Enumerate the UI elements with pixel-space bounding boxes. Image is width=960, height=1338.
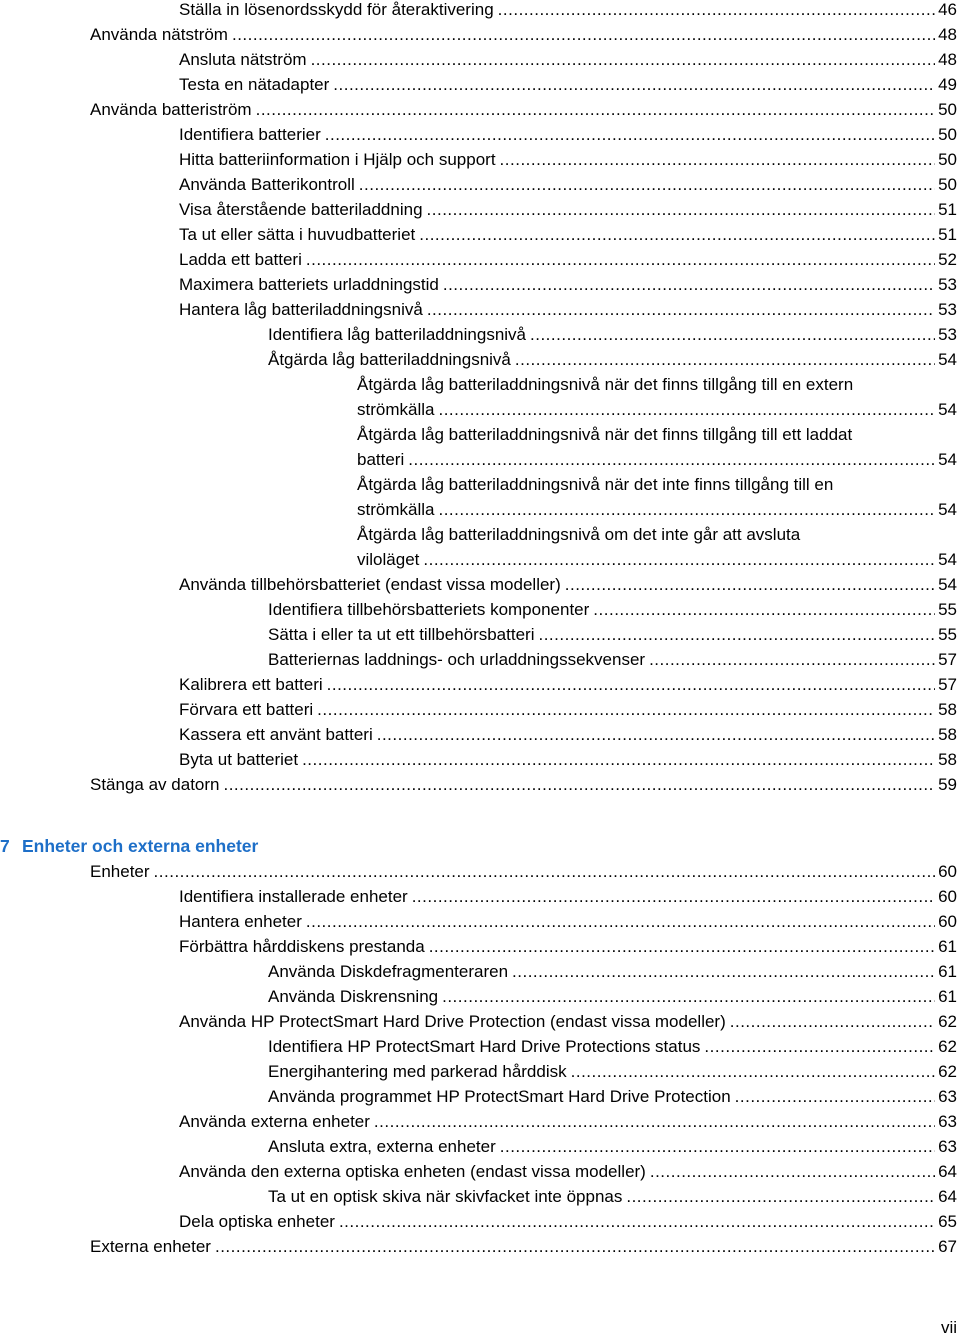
toc-entry[interactable] bbox=[0, 0, 957, 22]
toc-entry-page: 62 bbox=[938, 1062, 957, 1081]
toc-entry-line bbox=[268, 597, 957, 622]
toc-entry-title: Identifiera HP ProtectSmart Hard Drive Protections status bbox=[268, 1037, 701, 1056]
toc-leader-dots bbox=[442, 984, 935, 1009]
toc-entry-title: Använda tillbehörsbatteriet (endast vissa modeller) bbox=[179, 575, 561, 594]
toc-entry-page: 57 bbox=[938, 650, 957, 669]
toc-entry-page: 64 bbox=[938, 1162, 957, 1181]
toc-leader-dots bbox=[438, 497, 935, 522]
toc-entry[interactable] bbox=[0, 959, 957, 984]
toc-entry-page: 58 bbox=[938, 725, 957, 744]
toc-leader-dots bbox=[306, 909, 935, 934]
toc-leader-dots bbox=[311, 47, 936, 72]
toc-entry-page: 54 bbox=[938, 400, 957, 419]
toc-entry-line bbox=[179, 1009, 957, 1034]
toc-leader-dots bbox=[429, 934, 935, 959]
toc-entry-line bbox=[179, 297, 957, 322]
toc-entry-page: 61 bbox=[938, 987, 957, 1006]
toc-entry-page: 59 bbox=[938, 775, 957, 794]
toc-entry-page: 50 bbox=[938, 100, 957, 119]
toc-entry-line bbox=[179, 272, 957, 297]
toc-leader-dots bbox=[512, 959, 935, 984]
toc-leader-dots bbox=[419, 222, 935, 247]
toc-leader-dots bbox=[333, 72, 935, 97]
toc-entry-title-line1: Åtgärda låg batteriladdningsnivå när det inte finns tillgång till en bbox=[357, 475, 834, 494]
toc-entry-line bbox=[179, 147, 957, 172]
toc-entry-line bbox=[179, 247, 957, 272]
toc-entry-title: batteri bbox=[357, 450, 405, 469]
toc-entry[interactable] bbox=[0, 1134, 957, 1159]
toc-entry-title: Ta ut en optisk skiva när skivfacket inte öppnas bbox=[268, 1187, 623, 1206]
toc-entry[interactable] bbox=[0, 172, 957, 197]
toc-leader-dots bbox=[593, 597, 935, 622]
toc-leader-dots bbox=[223, 772, 935, 797]
toc-entry-title: Använda den externa optiska enheten (endast vissa modeller) bbox=[179, 1162, 646, 1181]
toc-entry-page: 65 bbox=[938, 1212, 957, 1231]
toc-leader-dots bbox=[302, 747, 935, 772]
toc-leader-dots bbox=[256, 97, 935, 122]
toc-entry-title: Använda batteriström bbox=[90, 100, 252, 119]
toc-entry-page: 57 bbox=[938, 675, 957, 694]
chapter-title: Enheter och externa enheter bbox=[22, 836, 259, 856]
toc-leader-dots bbox=[704, 1034, 935, 1059]
toc-entry-page: 58 bbox=[938, 750, 957, 769]
toc-entry[interactable] bbox=[0, 772, 957, 797]
toc-entry[interactable] bbox=[0, 1159, 957, 1184]
toc-entry-line bbox=[179, 909, 957, 934]
toc-leader-dots bbox=[565, 572, 935, 597]
toc-entry[interactable] bbox=[0, 547, 957, 572]
toc-entry[interactable] bbox=[0, 909, 957, 934]
toc-entry-page: 53 bbox=[938, 275, 957, 294]
toc-entry-page: 54 bbox=[938, 350, 957, 369]
toc-entry-page: 50 bbox=[938, 125, 957, 144]
toc-leader-dots bbox=[325, 122, 935, 147]
toc-leader-dots bbox=[232, 22, 935, 47]
toc-entry-line bbox=[90, 97, 957, 122]
toc-entry[interactable] bbox=[0, 447, 957, 472]
toc-entry-title: Ta ut eller sätta i huvudbatteriet bbox=[179, 225, 416, 244]
toc-entry-title-line1: Åtgärda låg batteriladdningsnivå om det inte går att avsluta bbox=[357, 525, 801, 544]
toc-entry-line bbox=[268, 1059, 957, 1084]
toc-entry-page: 48 bbox=[938, 50, 957, 69]
toc-entry-line bbox=[179, 47, 957, 72]
toc-entry-page: 62 bbox=[938, 1012, 957, 1031]
toc-entry-line bbox=[268, 984, 957, 1009]
toc-entry-page: 50 bbox=[938, 175, 957, 194]
toc-entry-title: Hantera låg batteriladdningsnivå bbox=[179, 300, 423, 319]
toc-entry[interactable] bbox=[0, 572, 957, 597]
toc-entry-title: Sätta i eller ta ut ett tillbehörsbatteri bbox=[268, 625, 535, 644]
toc-entry-title: Ansluta nätström bbox=[179, 50, 307, 69]
toc-entry[interactable] bbox=[0, 272, 957, 297]
toc-entry-line bbox=[268, 1134, 957, 1159]
toc-entry[interactable] bbox=[0, 884, 957, 909]
toc-entry-wrapped-line bbox=[0, 522, 957, 547]
toc-entry[interactable] bbox=[0, 197, 957, 222]
toc-entry[interactable] bbox=[0, 984, 957, 1009]
toc-entry-line bbox=[268, 959, 957, 984]
toc-leader-dots bbox=[650, 1159, 935, 1184]
toc-entry[interactable] bbox=[0, 1059, 957, 1084]
toc-entry[interactable] bbox=[0, 322, 957, 347]
toc-entry-line bbox=[179, 72, 957, 97]
toc-entry-title: Identifiera batterier bbox=[179, 125, 321, 144]
toc-entry-page: 67 bbox=[938, 1237, 957, 1256]
toc-entry[interactable] bbox=[0, 97, 957, 122]
toc-entry-page: 54 bbox=[938, 575, 957, 594]
toc-leader-dots bbox=[327, 672, 935, 697]
toc-entry-title: Kassera ett använt batteri bbox=[179, 725, 373, 744]
toc-leader-dots bbox=[498, 0, 935, 22]
toc-entry[interactable] bbox=[0, 672, 957, 697]
chapter-number: 7 bbox=[0, 836, 10, 856]
toc-entry[interactable] bbox=[0, 72, 957, 97]
toc-entry[interactable] bbox=[0, 297, 957, 322]
toc-entry-title: strömkälla bbox=[357, 500, 435, 519]
toc-entry-title-line1: Åtgärda låg batteriladdningsnivå när det finns tillgång till en extern bbox=[357, 375, 854, 394]
toc-entry-title: Hantera enheter bbox=[179, 912, 302, 931]
toc-leader-dots bbox=[423, 547, 935, 572]
toc-entry-title: Ansluta extra, externa enheter bbox=[268, 1137, 496, 1156]
toc-entry-line bbox=[179, 172, 957, 197]
toc-entry-title: Använda HP ProtectSmart Hard Drive Protection (endast vissa modeller) bbox=[179, 1012, 726, 1031]
toc-entry-title: Maximera batteriets urladdningstid bbox=[179, 275, 439, 294]
toc-entry-line bbox=[90, 1234, 957, 1259]
toc-entry-page: 63 bbox=[938, 1112, 957, 1131]
toc-entry[interactable] bbox=[0, 22, 957, 47]
toc-leader-dots bbox=[408, 447, 935, 472]
toc-entry-line bbox=[268, 1184, 957, 1209]
toc-entry[interactable] bbox=[0, 1209, 957, 1234]
toc-entry-page: 61 bbox=[938, 962, 957, 981]
toc-entry-page: 54 bbox=[938, 550, 957, 569]
toc-entry-line bbox=[179, 1159, 957, 1184]
toc-leader-dots bbox=[438, 397, 935, 422]
toc-entry-title: Identifiera låg batteriladdningsnivå bbox=[268, 325, 527, 344]
toc-entry-title: Hitta batteriinformation i Hjälp och support bbox=[179, 150, 496, 169]
toc-entry[interactable] bbox=[0, 497, 957, 522]
toc-entry-line bbox=[268, 1034, 957, 1059]
toc-entry-title-line1: Åtgärda låg batteriladdningsnivå när det finns tillgång till ett laddat bbox=[357, 425, 853, 444]
toc-entry-title: Identifiera tillbehörsbatteriets komponenter bbox=[268, 600, 590, 619]
toc-entry-page: 60 bbox=[938, 887, 957, 906]
toc-entry[interactable] bbox=[0, 697, 957, 722]
toc-entry[interactable] bbox=[0, 1009, 957, 1034]
toc-leader-dots bbox=[649, 647, 935, 672]
toc-entry-page: 63 bbox=[938, 1087, 957, 1106]
toc-leader-dots bbox=[377, 722, 935, 747]
toc-entry-line bbox=[90, 22, 957, 47]
toc-entry[interactable] bbox=[0, 747, 957, 772]
toc-entry-title: Enheter bbox=[90, 862, 150, 881]
toc-entry-line bbox=[268, 347, 957, 372]
toc-entry-title: Stänga av datorn bbox=[90, 775, 220, 794]
toc-entry-page: 58 bbox=[938, 700, 957, 719]
toc-entry-title: Använda nätström bbox=[90, 25, 228, 44]
toc-entry-page: 53 bbox=[938, 325, 957, 344]
toc-entry-line bbox=[179, 122, 957, 147]
toc-entry-page: 55 bbox=[938, 625, 957, 644]
toc-entry[interactable] bbox=[0, 122, 957, 147]
toc-leader-dots bbox=[530, 322, 935, 347]
toc-entry[interactable] bbox=[0, 347, 957, 372]
toc-entry-title: Visa återstående batteriladdning bbox=[179, 200, 423, 219]
toc-leader-dots bbox=[500, 1134, 935, 1159]
toc-entry-line bbox=[179, 934, 957, 959]
toc-entry[interactable] bbox=[0, 1034, 957, 1059]
toc-entry[interactable] bbox=[0, 722, 957, 747]
toc-entry-page: 49 bbox=[938, 75, 957, 94]
toc-entry-wrapped-line bbox=[0, 422, 957, 447]
toc-entry-page: 52 bbox=[938, 250, 957, 269]
toc-leader-dots bbox=[626, 1184, 935, 1209]
toc-entry-line bbox=[268, 1084, 957, 1109]
toc-entry-page: 48 bbox=[938, 25, 957, 44]
toc-entry-line bbox=[179, 1109, 957, 1134]
toc-entry-page: 50 bbox=[938, 150, 957, 169]
toc-entry-title: Använda Diskrensning bbox=[268, 987, 439, 1006]
toc-leader-dots bbox=[215, 1234, 935, 1259]
toc-entry[interactable] bbox=[0, 859, 957, 884]
toc-entry-title: Förbättra hårddiskens prestanda bbox=[179, 937, 425, 956]
toc-entry[interactable] bbox=[0, 622, 957, 647]
toc-entry-line bbox=[179, 0, 957, 22]
toc-entry-line bbox=[268, 322, 957, 347]
toc-entry-title: Ställa in lösenordsskydd för återaktivering bbox=[179, 0, 494, 19]
toc-leader-dots bbox=[154, 859, 936, 884]
toc-entry-title: Använda externa enheter bbox=[179, 1112, 370, 1131]
toc-entry-line bbox=[179, 697, 957, 722]
toc-leader-dots bbox=[374, 1109, 935, 1134]
toc-entry-page: 60 bbox=[938, 912, 957, 931]
toc-leader-dots bbox=[412, 884, 935, 909]
toc-entry-title: Använda Batterikontroll bbox=[179, 175, 355, 194]
toc-entry-page: 54 bbox=[938, 500, 957, 519]
toc-entry[interactable] bbox=[0, 1084, 957, 1109]
toc-entry[interactable] bbox=[0, 247, 957, 272]
toc-entry-line bbox=[357, 397, 957, 422]
toc-entry-line bbox=[357, 547, 957, 572]
page-number: vii bbox=[940, 1318, 957, 1337]
toc-entry-line bbox=[90, 859, 957, 884]
toc-entry-page: 51 bbox=[938, 225, 957, 244]
toc-entry-page: 54 bbox=[938, 450, 957, 469]
toc-entry-title: Energihantering med parkerad hårddisk bbox=[268, 1062, 567, 1081]
toc-entry-line bbox=[179, 884, 957, 909]
toc-entry-line bbox=[179, 672, 957, 697]
toc-entry[interactable] bbox=[0, 934, 957, 959]
toc-entry[interactable] bbox=[0, 647, 957, 672]
toc-entry[interactable] bbox=[0, 47, 957, 72]
toc-entry-title: Åtgärda låg batteriladdningsnivå bbox=[268, 350, 511, 369]
toc-leader-dots bbox=[538, 622, 935, 647]
toc-entry-line bbox=[179, 197, 957, 222]
toc-entry-page: 51 bbox=[938, 200, 957, 219]
toc-entry-line bbox=[357, 497, 957, 522]
toc-entry-line bbox=[179, 572, 957, 597]
toc-leader-dots bbox=[571, 1059, 935, 1084]
toc-leader-dots bbox=[427, 197, 936, 222]
toc-entry-title: viloläget bbox=[357, 550, 420, 569]
toc-entry[interactable] bbox=[0, 1234, 957, 1259]
toc-entry-title: Kalibrera ett batteri bbox=[179, 675, 323, 694]
toc-entry-page: 61 bbox=[938, 937, 957, 956]
toc-entry-title: Byta ut batteriet bbox=[179, 750, 299, 769]
toc-entry[interactable] bbox=[0, 397, 957, 422]
chapter-heading[interactable] bbox=[0, 834, 258, 859]
toc-entry-wrapped-line bbox=[0, 472, 957, 497]
toc-entry-line bbox=[90, 772, 957, 797]
toc-entry-line bbox=[179, 1209, 957, 1234]
toc-entry-line bbox=[357, 447, 957, 472]
toc-entry-line bbox=[268, 622, 957, 647]
toc-entry-page: 55 bbox=[938, 600, 957, 619]
toc-entry[interactable] bbox=[0, 147, 957, 172]
toc-leader-dots bbox=[515, 347, 935, 372]
toc-entry-page: 64 bbox=[938, 1187, 957, 1206]
toc-leader-dots bbox=[427, 297, 935, 322]
toc-entry-title: Förvara ett batteri bbox=[179, 700, 314, 719]
toc-leader-dots bbox=[317, 697, 935, 722]
toc-entry[interactable] bbox=[0, 222, 957, 247]
toc-leader-dots bbox=[339, 1209, 935, 1234]
toc-entry-page: 53 bbox=[938, 300, 957, 319]
toc-entry-page: 63 bbox=[938, 1137, 957, 1156]
toc-entry[interactable] bbox=[0, 1109, 957, 1134]
toc-entry-title: Använda Diskdefragmenteraren bbox=[268, 962, 509, 981]
toc-entry-page: 60 bbox=[938, 862, 957, 881]
toc-leader-dots bbox=[306, 247, 935, 272]
toc-entry-page: 62 bbox=[938, 1037, 957, 1056]
toc-entry-title: Externa enheter bbox=[90, 1237, 211, 1256]
toc-entry-title: Batteriernas laddnings- och urladdningssekvenser bbox=[268, 650, 646, 669]
toc-leader-dots bbox=[730, 1009, 935, 1034]
toc-entry[interactable] bbox=[0, 1184, 957, 1209]
toc-entry-title: Testa en nätadapter bbox=[179, 75, 330, 94]
toc-entry-line bbox=[268, 647, 957, 672]
toc-entry-title: Identifiera installerade enheter bbox=[179, 887, 408, 906]
toc-leader-dots bbox=[359, 172, 935, 197]
toc-entry-line bbox=[179, 222, 957, 247]
toc-entry-title: Ladda ett batteri bbox=[179, 250, 302, 269]
toc-entry-wrapped-line bbox=[0, 372, 957, 397]
toc-leader-dots bbox=[500, 147, 936, 172]
toc-entry-line bbox=[179, 722, 957, 747]
toc-entry[interactable] bbox=[0, 597, 957, 622]
toc-entry-line bbox=[179, 747, 957, 772]
toc-entry-title: Använda programmet HP ProtectSmart Hard Drive Protection bbox=[268, 1087, 731, 1106]
toc-leader-dots bbox=[443, 272, 935, 297]
toc-leader-dots bbox=[735, 1084, 935, 1109]
toc-entry-title: strömkälla bbox=[357, 400, 435, 419]
toc-entry-page: 46 bbox=[938, 0, 957, 19]
toc-entry-title: Dela optiska enheter bbox=[179, 1212, 335, 1231]
